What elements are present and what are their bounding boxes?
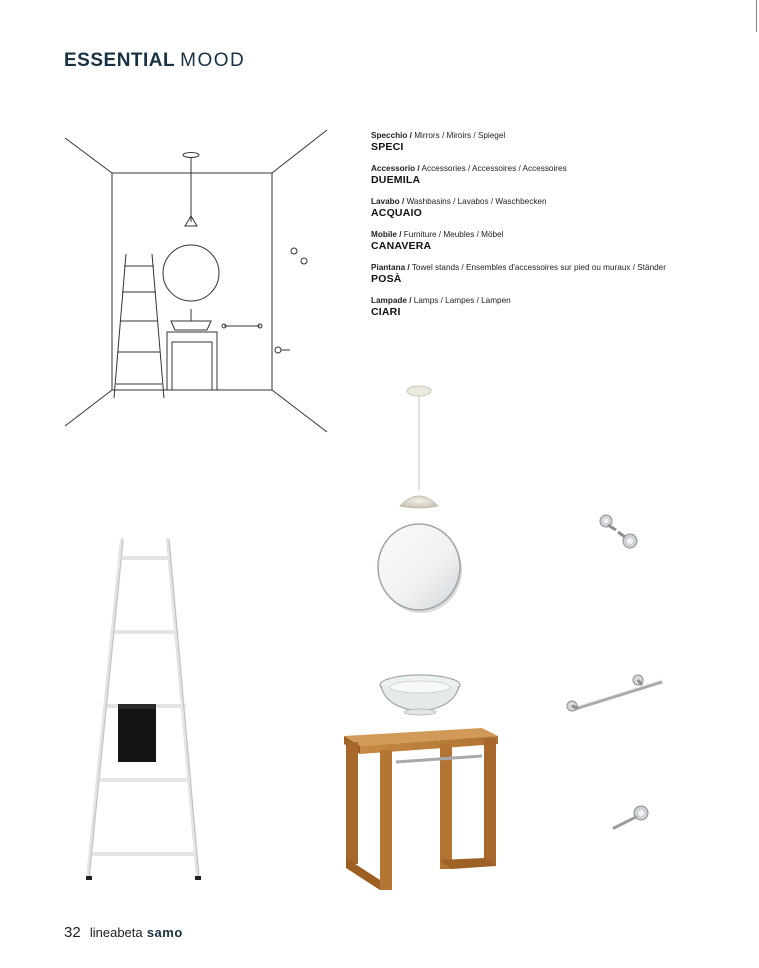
legend-item-towel-stands [371, 262, 711, 286]
legend-product-name: CIARI [371, 306, 401, 318]
single-hook-photo [606, 800, 652, 834]
page-footer [64, 924, 183, 941]
legend-translations: Lamps / Lampes / Lampen [413, 296, 511, 305]
legend-product-name: CANAVERA [371, 240, 432, 252]
page-edge-line [756, 0, 757, 32]
legend-item-accessories [371, 163, 711, 187]
legend-product-name: DUEMILA [371, 174, 421, 186]
publication-name: lineabeta [89, 925, 143, 940]
title-bold: ESSENTIAL [64, 50, 176, 71]
product-legend [371, 130, 711, 328]
legend-translations: Mirrors / Miroirs / Spiegel [414, 131, 506, 140]
legend-category: Piantana / [371, 263, 410, 272]
wooden-stand-photo [336, 722, 504, 894]
room-sketch [60, 126, 335, 436]
legend-translations: Towel stands / Ensembles d'accessoires sur pied ou muraux / Ständer [411, 263, 666, 272]
pendant-lamp-photo [390, 382, 450, 512]
round-mirror-photo [374, 520, 466, 616]
legend-category: Accessorio / [371, 164, 420, 173]
legend-category: Specchio / [371, 131, 412, 140]
legend-item-furniture [371, 229, 711, 253]
ladder-towel-stand-photo [80, 536, 210, 886]
legend-product-name: SPECI [371, 141, 404, 153]
legend-category: Lampade / [371, 296, 412, 305]
legend-translations: Furniture / Meubles / Möbel [403, 230, 504, 239]
legend-item-mirrors [371, 130, 711, 154]
page-title [64, 50, 245, 72]
double-hook-photo [592, 508, 648, 554]
towel-bar-photo [562, 670, 670, 720]
legend-category: Lavabo / [371, 197, 405, 206]
legend-item-washbasins [371, 196, 711, 220]
legend-category: Mobile / [371, 230, 402, 239]
brand-logo: samo [146, 925, 183, 940]
legend-product-name: ACQUAIO [371, 207, 422, 219]
legend-product-name: POSÀ [371, 273, 402, 285]
glass-basin-photo [376, 672, 466, 718]
page-number: 32 [64, 924, 81, 941]
legend-translations: Accessories / Accessoires / Accessoires [421, 164, 567, 173]
legend-item-lamps [371, 295, 711, 319]
legend-translations: Washbasins / Lavabos / Waschbecken [406, 197, 547, 206]
title-light: MOOD [180, 50, 246, 71]
